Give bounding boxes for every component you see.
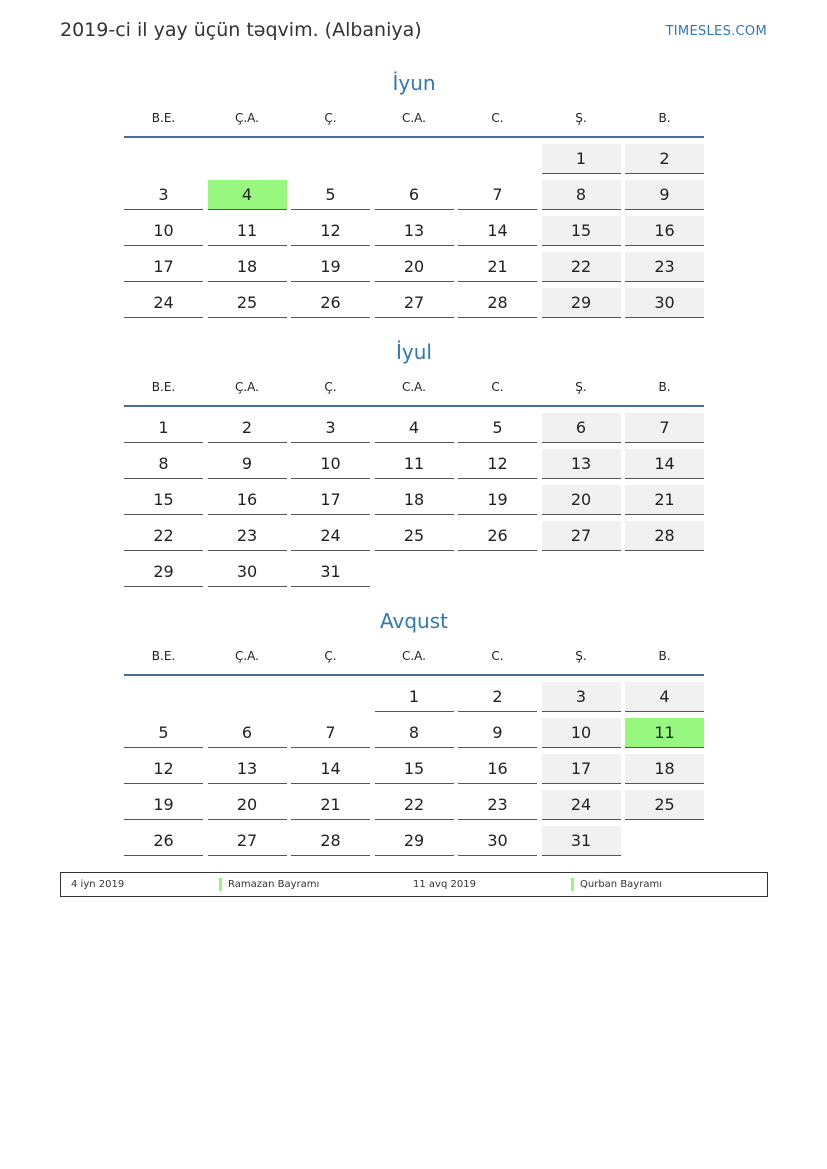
weekday-label: B. — [658, 380, 671, 394]
day-cell[interactable]: 28 — [458, 288, 537, 318]
day-cell[interactable]: 30 — [208, 557, 287, 587]
weekday-label: Ç.A. — [234, 111, 259, 125]
day-cell[interactable]: 13 — [542, 449, 621, 479]
day-cell[interactable]: 19 — [124, 790, 203, 820]
day-grid — [124, 407, 704, 593]
month-august — [124, 606, 704, 862]
day-cell[interactable]: 4 — [375, 413, 454, 443]
day-cell[interactable]: 1 — [375, 682, 454, 712]
weekday-label: C. — [491, 111, 504, 125]
day-cell[interactable]: 6 — [208, 718, 287, 748]
day-cell[interactable]: 14 — [625, 449, 704, 479]
day-cell[interactable]: 26 — [291, 288, 370, 318]
legend-date: 4 iyn 2019 — [71, 879, 125, 890]
day-cell[interactable]: 1 — [124, 413, 203, 443]
weekday-label: C. — [491, 649, 504, 663]
legend-date: 11 avq 2019 — [413, 879, 476, 890]
weekday-label: Ç.A. — [234, 380, 259, 394]
day-cell[interactable]: 11 — [375, 449, 454, 479]
month-title: İyul — [396, 340, 432, 364]
weekday-label: C. — [491, 380, 504, 394]
day-cell[interactable]: 21 — [291, 790, 370, 820]
day-cell[interactable]: 26 — [458, 521, 537, 551]
day-cell[interactable]: 8 — [124, 449, 203, 479]
day-cell[interactable]: 13 — [375, 216, 454, 246]
holiday-swatch — [219, 878, 222, 891]
weekday-label: Ç. — [324, 111, 337, 125]
day-cell[interactable]: 16 — [625, 216, 704, 246]
weekday-label: Ş. — [575, 649, 587, 663]
day-cell[interactable]: 11 — [208, 216, 287, 246]
day-cell[interactable]: 14 — [458, 216, 537, 246]
day-cell[interactable]: 13 — [208, 754, 287, 784]
day-cell[interactable]: 20 — [542, 485, 621, 515]
day-cell[interactable]: 29 — [375, 826, 454, 856]
day-cell[interactable]: 17 — [291, 485, 370, 515]
weekday-header-row — [124, 98, 704, 138]
weekday-label: Ş. — [575, 380, 587, 394]
page-title: 2019-ci il yay üçün təqvim. (Albaniya) — [60, 19, 422, 41]
weekday-label: C.A. — [401, 380, 426, 394]
weekday-label: Ş. — [575, 111, 587, 125]
day-cell[interactable]: 2 — [458, 682, 537, 712]
day-cell[interactable]: 17 — [124, 252, 203, 282]
day-cell[interactable]: 21 — [458, 252, 537, 282]
legend-holiday-name: Ramazan Bayramı — [228, 879, 320, 890]
day-cell[interactable]: 23 — [625, 252, 704, 282]
weekday-header-row — [124, 636, 704, 676]
day-cell[interactable]: 3 — [291, 413, 370, 443]
day-cell[interactable]: 15 — [124, 485, 203, 515]
day-cell[interactable]: 8 — [375, 718, 454, 748]
day-cell[interactable]: 24 — [291, 521, 370, 551]
month-july — [124, 337, 704, 593]
day-cell[interactable]: 3 — [542, 682, 621, 712]
day-cell[interactable]: 23 — [458, 790, 537, 820]
day-cell[interactable]: 20 — [375, 252, 454, 282]
day-cell[interactable]: 9 — [625, 180, 704, 210]
holiday-day-cell[interactable]: 4 — [208, 180, 287, 210]
day-cell[interactable]: 2 — [208, 413, 287, 443]
day-cell[interactable]: 28 — [625, 521, 704, 551]
day-grid — [124, 676, 704, 862]
day-cell[interactable]: 24 — [124, 288, 203, 318]
day-cell[interactable]: 10 — [291, 449, 370, 479]
day-cell[interactable]: 30 — [458, 826, 537, 856]
weekday-label: Ç.A. — [234, 649, 259, 663]
day-cell[interactable]: 31 — [291, 557, 370, 587]
weekday-label: C.A. — [401, 111, 426, 125]
day-cell[interactable]: 22 — [542, 252, 621, 282]
day-cell[interactable]: 9 — [458, 718, 537, 748]
day-cell[interactable]: 18 — [375, 485, 454, 515]
month-june — [124, 68, 704, 324]
weekday-label: B.E. — [151, 380, 176, 394]
weekday-label: Ç. — [324, 649, 337, 663]
holiday-day-cell[interactable]: 11 — [625, 718, 704, 748]
day-cell[interactable]: 27 — [542, 521, 621, 551]
day-cell[interactable]: 25 — [375, 521, 454, 551]
day-cell[interactable]: 18 — [208, 252, 287, 282]
holiday-swatch — [571, 878, 574, 891]
day-cell[interactable]: 12 — [124, 754, 203, 784]
day-cell[interactable]: 6 — [542, 413, 621, 443]
legend-holiday-name: Qurban Bayramı — [580, 879, 662, 890]
day-cell[interactable]: 7 — [458, 180, 537, 210]
day-cell[interactable]: 24 — [542, 790, 621, 820]
day-cell[interactable]: 7 — [625, 413, 704, 443]
day-cell[interactable]: 5 — [458, 413, 537, 443]
day-cell[interactable]: 18 — [625, 754, 704, 784]
day-grid — [124, 138, 704, 324]
day-cell[interactable]: 19 — [291, 252, 370, 282]
day-cell[interactable]: 1 — [542, 144, 621, 174]
day-cell[interactable]: 16 — [208, 485, 287, 515]
day-cell[interactable]: 12 — [458, 449, 537, 479]
day-cell[interactable]: 25 — [625, 790, 704, 820]
day-cell[interactable]: 12 — [291, 216, 370, 246]
day-cell[interactable]: 23 — [208, 521, 287, 551]
weekday-header-row — [124, 367, 704, 407]
day-cell[interactable]: 16 — [458, 754, 537, 784]
day-cell[interactable]: 22 — [375, 790, 454, 820]
day-cell[interactable]: 26 — [124, 826, 203, 856]
day-cell[interactable]: 7 — [291, 718, 370, 748]
brand-link[interactable]: TIMESLES.COM — [665, 24, 767, 39]
day-cell[interactable]: 3 — [124, 180, 203, 210]
day-cell[interactable]: 30 — [625, 288, 704, 318]
weekday-label: B. — [658, 111, 671, 125]
month-title: Avqust — [380, 609, 448, 633]
day-cell[interactable]: 29 — [542, 288, 621, 318]
day-cell[interactable]: 22 — [124, 521, 203, 551]
weekday-label: B. — [658, 649, 671, 663]
day-cell[interactable]: 19 — [458, 485, 537, 515]
day-cell[interactable]: 9 — [208, 449, 287, 479]
day-cell[interactable]: 5 — [124, 718, 203, 748]
weekday-label: Ç. — [324, 380, 337, 394]
day-cell[interactable]: 28 — [291, 826, 370, 856]
day-cell[interactable]: 6 — [375, 180, 454, 210]
day-cell[interactable]: 10 — [124, 216, 203, 246]
day-cell[interactable]: 15 — [375, 754, 454, 784]
day-cell[interactable]: 15 — [542, 216, 621, 246]
day-cell[interactable]: 21 — [625, 485, 704, 515]
day-cell[interactable]: 25 — [208, 288, 287, 318]
day-cell[interactable]: 20 — [208, 790, 287, 820]
day-cell[interactable]: 14 — [291, 754, 370, 784]
weekday-label: B.E. — [151, 111, 176, 125]
weekday-label: B.E. — [151, 649, 176, 663]
weekday-label: C.A. — [401, 649, 426, 663]
day-cell[interactable]: 29 — [124, 557, 203, 587]
day-cell[interactable]: 10 — [542, 718, 621, 748]
day-cell[interactable]: 2 — [625, 144, 704, 174]
day-cell[interactable]: 5 — [291, 180, 370, 210]
month-title: İyun — [392, 71, 436, 95]
day-cell[interactable]: 27 — [208, 826, 287, 856]
day-cell[interactable]: 27 — [375, 288, 454, 318]
holiday-legend — [60, 872, 768, 897]
day-cell[interactable]: 17 — [542, 754, 621, 784]
day-cell[interactable]: 8 — [542, 180, 621, 210]
day-cell[interactable]: 4 — [625, 682, 704, 712]
day-cell[interactable]: 31 — [542, 826, 621, 856]
